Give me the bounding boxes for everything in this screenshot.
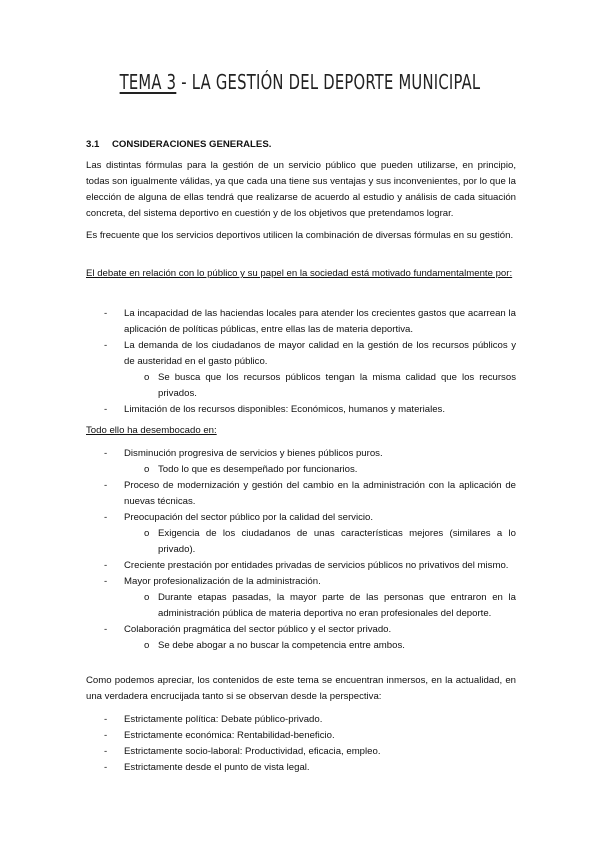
todo-list <box>86 446 516 654</box>
section-heading <box>86 137 516 153</box>
title-prefix: TEMA 3 <box>119 70 177 94</box>
list-item <box>86 478 516 510</box>
list-item <box>86 622 516 638</box>
paragraph-3: Como podemos apreciar, los contenidos de este tema se encuentran inmersos, en la actualidad, en una verdadera encrucijada tanto si se observan desde la perspectiva: <box>86 675 516 702</box>
list-item-text: Estrictamente socio-laboral: Productividad, eficacia, empleo. <box>124 746 381 757</box>
bullet-circle: o <box>144 464 150 475</box>
list-item <box>86 402 516 418</box>
list-item-text: La incapacidad de las haciendas locales para atender los crecientes gastos que acarrean la aplicación de políticas públicas, entre ellas las de materia deportiva. <box>124 308 516 335</box>
sub-list-item-text: Durante etapas pasadas, la mayor parte de las personas que entraron en la administración pública de materia deportiva no eran profesionales del deporte. <box>158 592 516 619</box>
bullet-dash: - <box>104 308 108 319</box>
list-item <box>86 574 516 590</box>
list-item <box>86 510 516 526</box>
list-item <box>86 446 516 462</box>
bullet-dash: - <box>104 624 108 635</box>
perspective-list <box>86 712 516 776</box>
sub-list-item-text: Exigencia de los ciudadanos de unas características mejores (similares a lo privado). <box>158 528 516 555</box>
list-item-text: Estrictamente política: Debate público-privado. <box>124 714 323 725</box>
bullet-circle: o <box>144 528 150 539</box>
bullet-dash: - <box>104 340 108 351</box>
bullet-dash: - <box>104 480 108 491</box>
list-item <box>86 558 516 574</box>
list-item-text: Estrictamente desde el punto de vista legal. <box>124 762 310 773</box>
list-item-text: Disminución progresiva de servicios y bienes públicos puros. <box>124 448 383 459</box>
debate-list <box>86 306 516 418</box>
list-item-text: Creciente prestación por entidades privadas de servicios públicos no privativos del mismo. <box>124 560 509 571</box>
list-item-text: La demanda de los ciudadanos de mayor calidad en la gestión de los recursos públicos y de austeridad en el gasto público. <box>124 340 516 367</box>
list-item <box>86 760 516 776</box>
todo-heading: Todo ello ha desembocado en: <box>86 425 217 436</box>
bullet-dash: - <box>104 730 108 741</box>
sub-list-item <box>86 590 516 622</box>
bullet-dash: - <box>104 404 108 415</box>
list-item <box>86 744 516 760</box>
sub-list-item <box>86 526 516 558</box>
page-title <box>54 70 546 94</box>
list-item-text: Proceso de modernización y gestión del cambio en la administración con la aplicación de nuevas técnicas. <box>124 480 516 507</box>
list-item-text: Limitación de los recursos disponibles: Económicos, humanos y materiales. <box>124 404 446 415</box>
list-item-text: Estrictamente económica: Rentabilidad-beneficio. <box>124 730 335 741</box>
bullet-dash: - <box>104 762 108 773</box>
bullet-dash: - <box>104 512 108 523</box>
bullet-dash: - <box>104 448 108 459</box>
list-item <box>86 306 516 338</box>
sub-list-item <box>86 462 516 478</box>
bullet-circle: o <box>144 372 150 383</box>
section-number: 3.1 <box>86 139 100 150</box>
bullet-circle: o <box>144 592 150 603</box>
bullet-dash: - <box>104 714 108 725</box>
list-item <box>86 338 516 370</box>
list-item-text: Preocupación del sector público por la calidad del servicio. <box>124 512 374 523</box>
section-heading-text: CONSIDERACIONES GENERALES. <box>112 139 272 150</box>
list-item <box>86 728 516 744</box>
bullet-circle: o <box>144 640 150 651</box>
sub-list-item-text: Se debe abogar a no buscar la competencia entre ambos. <box>158 640 405 651</box>
list-item <box>86 712 516 728</box>
sub-list-item-text: Todo lo que es desempeñado por funcionarios. <box>158 464 358 475</box>
list-item-text: Colaboración pragmática del sector público y el sector privado. <box>124 624 392 635</box>
sub-list-item-text: Se busca que los recursos públicos tengan la misma calidad que los recursos privados. <box>158 372 516 399</box>
sub-list-item <box>86 370 516 402</box>
bullet-dash: - <box>104 560 108 571</box>
debate-heading: El debate en relación con lo público y su papel en la sociedad está motivado fundamentalmente por: <box>86 268 513 279</box>
bullet-dash: - <box>104 746 108 757</box>
paragraph-2: Es frecuente que los servicios deportivos utilicen la combinación de diversas fórmulas en su gestión. <box>86 230 514 241</box>
sub-list-item <box>86 638 516 654</box>
title-rest: - LA GESTIÓN DEL DEPORTE MUNICIPAL <box>176 70 481 94</box>
list-item-text: Mayor profesionalización de la administración. <box>124 576 321 587</box>
bullet-dash: - <box>104 576 108 587</box>
paragraph-1: Las distintas fórmulas para la gestión de un servicio público que pueden utilizarse, en principio, todas son igualmente válidas, ya que cada una tiene sus ventajas y sus inconvenientes, por lo que la elección de alguna de ellas tendrá que realizarse de acuerdo al estudio y análisis de cada situación concreta, del sistema deportivo en cuestión y de los objetivos que pretendamos lograr. <box>86 160 516 219</box>
